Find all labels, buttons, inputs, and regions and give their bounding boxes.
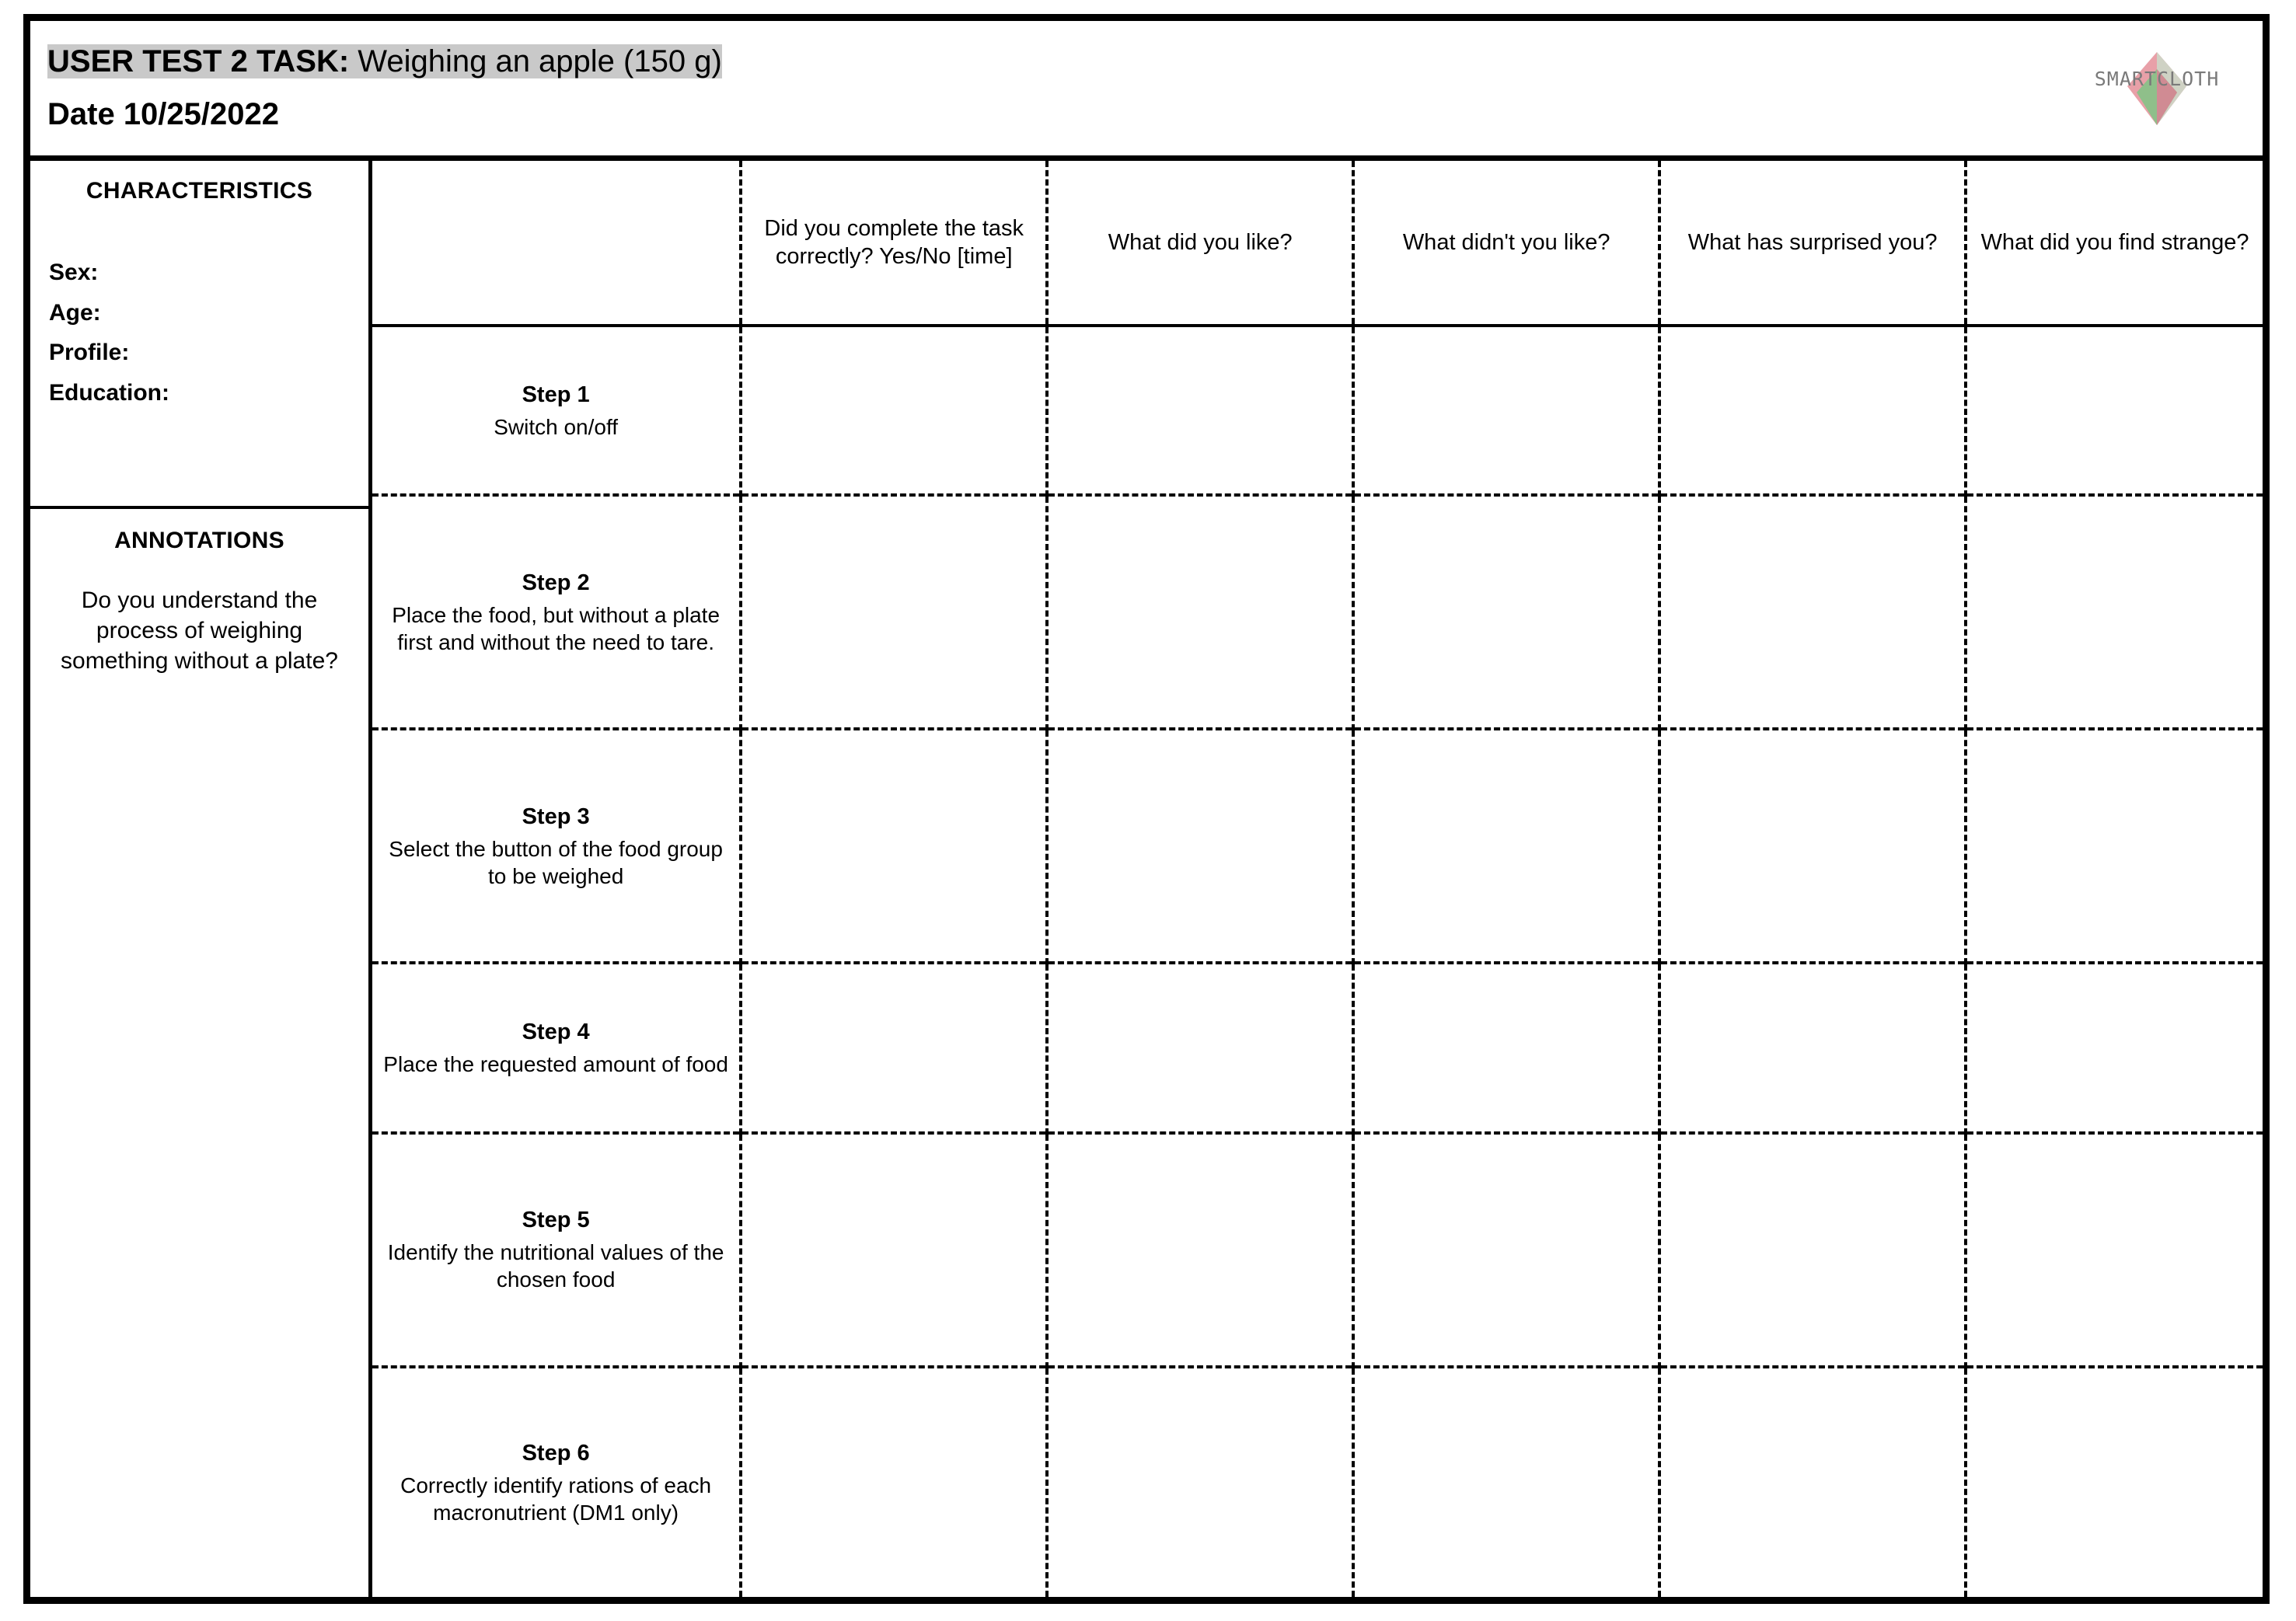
answer-cell-surprised[interactable] — [1659, 963, 1966, 1132]
step-cell — [372, 1367, 741, 1597]
step-cell — [372, 1133, 741, 1367]
answer-cell-complete[interactable] — [741, 495, 1047, 729]
answer-cell-complete[interactable] — [741, 1133, 1047, 1367]
date-line: Date 10/25/2022 — [47, 97, 280, 131]
answer-cell-dislike[interactable] — [1353, 729, 1659, 963]
step-cell — [372, 326, 741, 495]
header-col-complete: Did you complete the task correctly? Yes/No [time] — [741, 161, 1047, 326]
step-desc: Switch on/off — [494, 414, 619, 439]
step-name: Step 3 — [522, 804, 590, 830]
answer-cell-strange[interactable] — [1966, 1367, 2263, 1597]
header-blank — [372, 161, 741, 326]
annotations-block — [30, 512, 368, 1597]
answer-cell-like[interactable] — [1047, 1367, 1353, 1597]
table-row — [372, 963, 2263, 1132]
field-sex: Sex: — [49, 260, 99, 285]
step-desc: Place the requested amount of food — [383, 1051, 728, 1076]
answer-cell-strange[interactable] — [1966, 495, 2263, 729]
table-body — [372, 326, 2263, 1597]
characteristics-block — [30, 161, 368, 509]
answer-cell-strange[interactable] — [1966, 963, 2263, 1132]
form-body — [30, 161, 2263, 1597]
table-row — [372, 1367, 2263, 1597]
answer-cell-surprised[interactable] — [1659, 495, 1966, 729]
annotations-title: ANNOTATIONS — [114, 528, 284, 553]
step-cell — [372, 495, 741, 729]
left-column — [30, 161, 372, 1597]
step-name: Step 6 — [522, 1441, 590, 1466]
step-name: Step 1 — [522, 382, 590, 407]
step-cell — [372, 963, 741, 1132]
steps-table-wrap — [372, 161, 2263, 1597]
answer-cell-dislike[interactable] — [1353, 1133, 1659, 1367]
step-cell — [372, 729, 741, 963]
form-header — [30, 21, 2263, 161]
answer-cell-complete[interactable] — [741, 963, 1047, 1132]
answer-cell-surprised[interactable] — [1659, 1133, 1966, 1367]
annotations-question: Do you understand the process of weighing something without a plate? — [61, 587, 338, 674]
answer-cell-complete[interactable] — [741, 326, 1047, 495]
answer-cell-strange[interactable] — [1966, 326, 2263, 495]
field-age: Age: — [49, 299, 101, 326]
table-row — [372, 495, 2263, 729]
header-col-strange: What did you find strange? — [1966, 161, 2263, 326]
page-title — [47, 44, 722, 79]
field-education: Education: — [49, 379, 169, 406]
step-name: Step 5 — [522, 1208, 590, 1233]
title-task: Weighing an apple (150 g) — [349, 44, 722, 78]
step-desc: Place the food, but without a plate first and without the need to tare. — [392, 602, 721, 654]
step-desc: Correctly identify rations of each macronutrient (DM1 only) — [400, 1473, 712, 1525]
characteristics-fields — [49, 253, 350, 413]
title-label: USER TEST 2 TASK: — [47, 44, 350, 78]
table-row — [372, 326, 2263, 495]
step-desc: Select the button of the food group to be weighed — [389, 836, 723, 888]
header-col-dislike: What didn't you like? — [1353, 161, 1659, 326]
steps-table — [372, 161, 2263, 1597]
answer-cell-like[interactable] — [1047, 729, 1353, 963]
answer-cell-dislike[interactable] — [1353, 495, 1659, 729]
field-profile: Profile: — [49, 340, 130, 366]
header-col-surprised: What has surprised you? — [1659, 161, 1966, 326]
step-desc: Identify the nutritional values of the chosen food — [387, 1240, 724, 1292]
step-name: Step 4 — [522, 1020, 590, 1045]
answer-cell-surprised[interactable] — [1659, 326, 1966, 495]
answer-cell-like[interactable] — [1047, 495, 1353, 729]
brand-logo — [2079, 38, 2235, 139]
answer-cell-complete[interactable] — [741, 1367, 1047, 1597]
answer-cell-strange[interactable] — [1966, 729, 2263, 963]
answer-cell-dislike[interactable] — [1353, 963, 1659, 1132]
answer-cell-complete[interactable] — [741, 729, 1047, 963]
answer-cell-like[interactable] — [1047, 1133, 1353, 1367]
logo-wordmark: SMARTCLOTH — [2094, 68, 2220, 90]
table-row — [372, 729, 2263, 963]
user-test-form — [23, 14, 2270, 1604]
answer-cell-dislike[interactable] — [1353, 326, 1659, 495]
answer-cell-strange[interactable] — [1966, 1133, 2263, 1367]
table-row — [372, 1133, 2263, 1367]
answer-cell-like[interactable] — [1047, 963, 1353, 1132]
answer-cell-surprised[interactable] — [1659, 1367, 1966, 1597]
header-col-like: What did you like? — [1047, 161, 1353, 326]
answer-cell-dislike[interactable] — [1353, 1367, 1659, 1597]
characteristics-title: CHARACTERISTICS — [85, 178, 313, 204]
answer-cell-like[interactable] — [1047, 326, 1353, 495]
step-name: Step 2 — [522, 570, 590, 596]
answer-cell-surprised[interactable] — [1659, 729, 1966, 963]
table-header-row — [372, 161, 2263, 326]
